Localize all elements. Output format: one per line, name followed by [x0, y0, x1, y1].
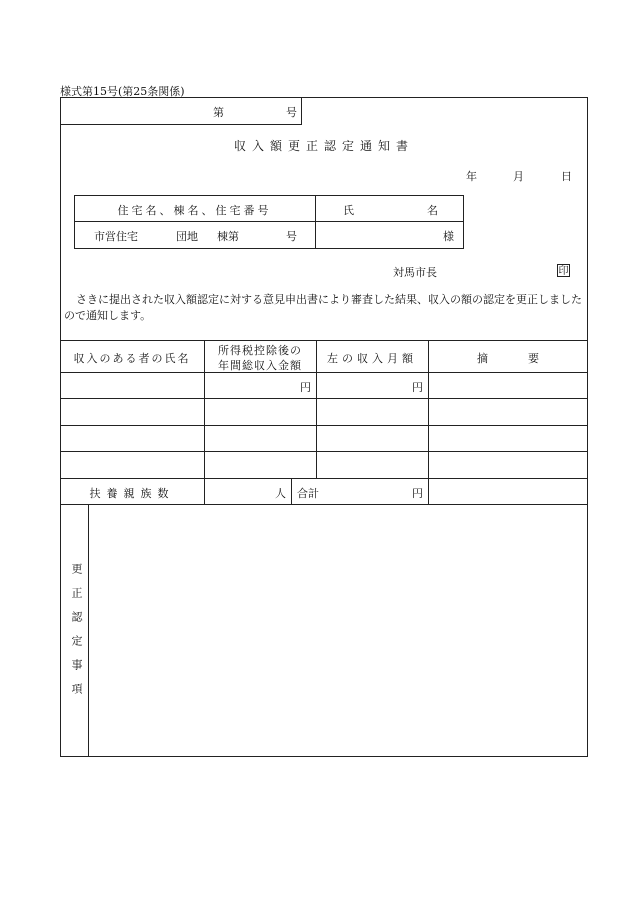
monthly-yen-unit: 円: [412, 381, 423, 394]
seal-mark: 印: [558, 266, 569, 277]
date-day: 日: [561, 170, 572, 183]
income-table-top-line: [60, 340, 588, 341]
header-annual-line1: 所得税控除後の: [218, 344, 302, 357]
housing-col1-header: 住宅名、棟名、住宅番号: [117, 204, 272, 217]
total-yen-unit: 円: [412, 487, 423, 500]
dependents-label: 扶養親族数: [89, 487, 175, 500]
header-divider: [301, 97, 302, 124]
honorific-sama: 様: [443, 230, 454, 243]
income-row-line-3: [60, 451, 588, 452]
housing-row-part3: 棟第: [217, 230, 239, 243]
housing-row-part2: 団地: [176, 230, 198, 243]
dependents-person-unit: 人: [275, 487, 286, 500]
income-row-line-1: [60, 398, 588, 399]
income-col-line-2b: [291, 478, 292, 504]
issuer-name: 対馬市長: [393, 266, 437, 279]
header-annual-line2: 年間総収入金額: [218, 359, 302, 372]
header-go: 号: [286, 106, 297, 119]
notice-body-text: さきに提出された収入額認定に対する意見申出書により審査した結果、収入の額の認定を更正しましたので通知します。: [64, 293, 582, 322]
correction-label: 更正認定事項: [70, 563, 83, 707]
correction-divider: [88, 504, 89, 757]
annual-yen-unit: 円: [300, 381, 311, 394]
header-monthly: 左の収入月額: [327, 352, 417, 365]
notice-title: 収入額更正認定通知書: [233, 139, 414, 153]
income-row-line-2: [60, 425, 588, 426]
header-bottom-line: [60, 124, 302, 125]
housing-col2-header-a: 氏: [343, 204, 354, 217]
header-remarks: 摘要: [477, 352, 579, 365]
date-year: 年: [466, 170, 477, 183]
header-dai: 第: [213, 106, 224, 119]
income-table-bottom-line: [60, 504, 588, 505]
form-number: 様式第15号(第25条関係): [60, 85, 185, 98]
housing-row-part4: 号: [286, 230, 297, 243]
housing-row-part1: 市営住宅: [94, 230, 138, 243]
date-month: 月: [513, 170, 524, 183]
header-income-name: 収入のある者の氏名: [73, 352, 191, 365]
total-label: 合計: [297, 487, 319, 500]
housing-table-row-line: [74, 221, 464, 222]
income-table-header-line: [60, 372, 588, 373]
housing-col2-header-b: 名: [427, 204, 438, 217]
housing-table-col-line: [315, 195, 316, 249]
income-row-line-4: [60, 478, 588, 479]
